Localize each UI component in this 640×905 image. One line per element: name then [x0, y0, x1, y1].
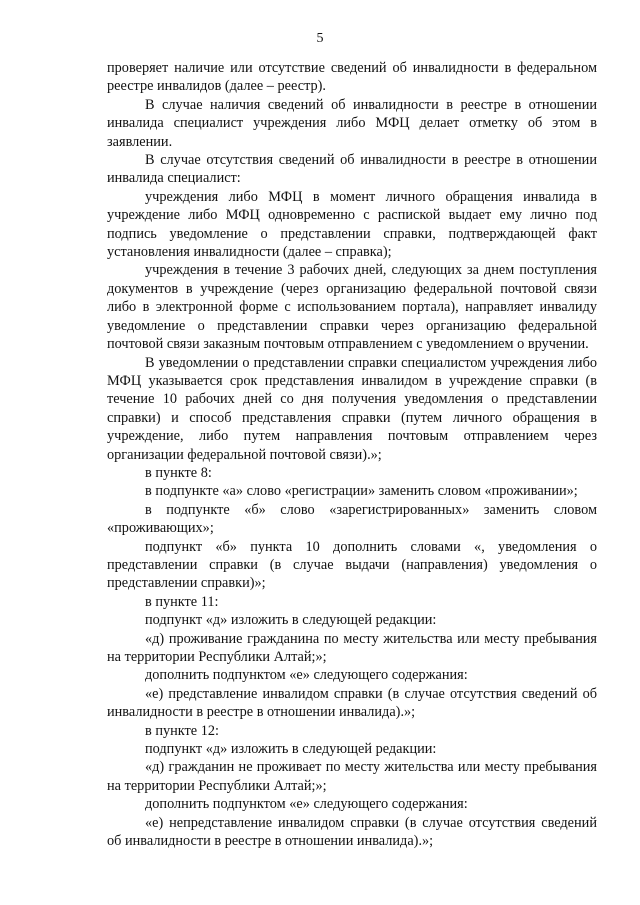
paragraph: В случае отсутствия сведений об инвалидности в реестре в отношении инвалида специалист: — [107, 152, 597, 187]
paragraph: в пункте 12: — [145, 722, 219, 739]
paragraph: учреждения в течение 3 рабочих дней, следующих за днем поступления документов в учреждение (через организацию федеральной почтовой связи либо в электронной форме с использованием портала), направляет инвалиду уведомление о представлении справки через организацию федеральной почтовой связи заказным почтовым отправлением с уведомлением о вручении. — [107, 262, 597, 353]
paragraph: дополнить подпунктом «е» следующего содержания: — [145, 796, 468, 813]
page-number: 5 — [316, 31, 324, 46]
paragraph: в пункте 8: — [145, 464, 212, 481]
document-body — [107, 59, 597, 850]
paragraph: подпункт «д» изложить в следующей редакции: — [145, 612, 437, 629]
paragraph: В случае наличия сведений об инвалидности в реестре в отношении инвалида специалист учреждения либо МФЦ делает отметку об этом в заявлении. — [107, 96, 597, 150]
paragraph: «д) гражданин не проживает по месту жительства или месту пребывания на территории Республики Алтай;»; — [107, 759, 597, 794]
paragraph: в пункте 11: — [145, 593, 219, 610]
paragraph: в подпункте «а» слово «регистрации» заменить словом «проживании»; — [145, 483, 578, 500]
paragraph: подпункт «д» изложить в следующей редакции: — [145, 741, 437, 758]
paragraph: учреждения либо МФЦ в момент личного обращения инвалида в учреждение либо МФЦ одновременно с распиской выдает ему лично под подпись уведомление о представлении справки, подтверждающей факт установления инвалидности (далее – справка); — [107, 188, 597, 261]
paragraph: подпункт «б» пункта 10 дополнить словами «, уведомления о представлении справки (в случае выдачи (направления) уведомления о представлении справки)»; — [107, 538, 597, 592]
paragraph: «е) представление инвалидом справки (в случае отсутствия сведений об инвалидности в реестре в отношении инвалида).»; — [107, 685, 597, 721]
paragraph: «д) проживание гражданина по месту жительства или месту пребывания на территории Республики Алтай;»; — [107, 630, 597, 665]
paragraph: дополнить подпунктом «е» следующего содержания: — [145, 667, 468, 684]
paragraph: «е) непредставление инвалидом справки (в случае отсутствия сведений об инвалидности в реестре в отношении инвалида).»; — [107, 814, 597, 850]
paragraph: в подпункте «б» слово «зарегистрированных» заменить словом «проживающих»; — [107, 501, 597, 537]
paragraph: проверяет наличие или отсутствие сведений об инвалидности в федеральном реестре инвалидов (далее – реестр). — [107, 60, 597, 95]
paragraph: В уведомлении о представлении справки специалистом учреждения либо МФЦ указывается срок представления инвалидом в учреждение справки (в течение 10 рабочих дней со дня получения уведомления о представлении справки) и способ представления справки (путем личного обращения в учреждение, либо путем направления почтовым отправлением через организации федеральной почтовой связи).»; — [107, 354, 597, 463]
